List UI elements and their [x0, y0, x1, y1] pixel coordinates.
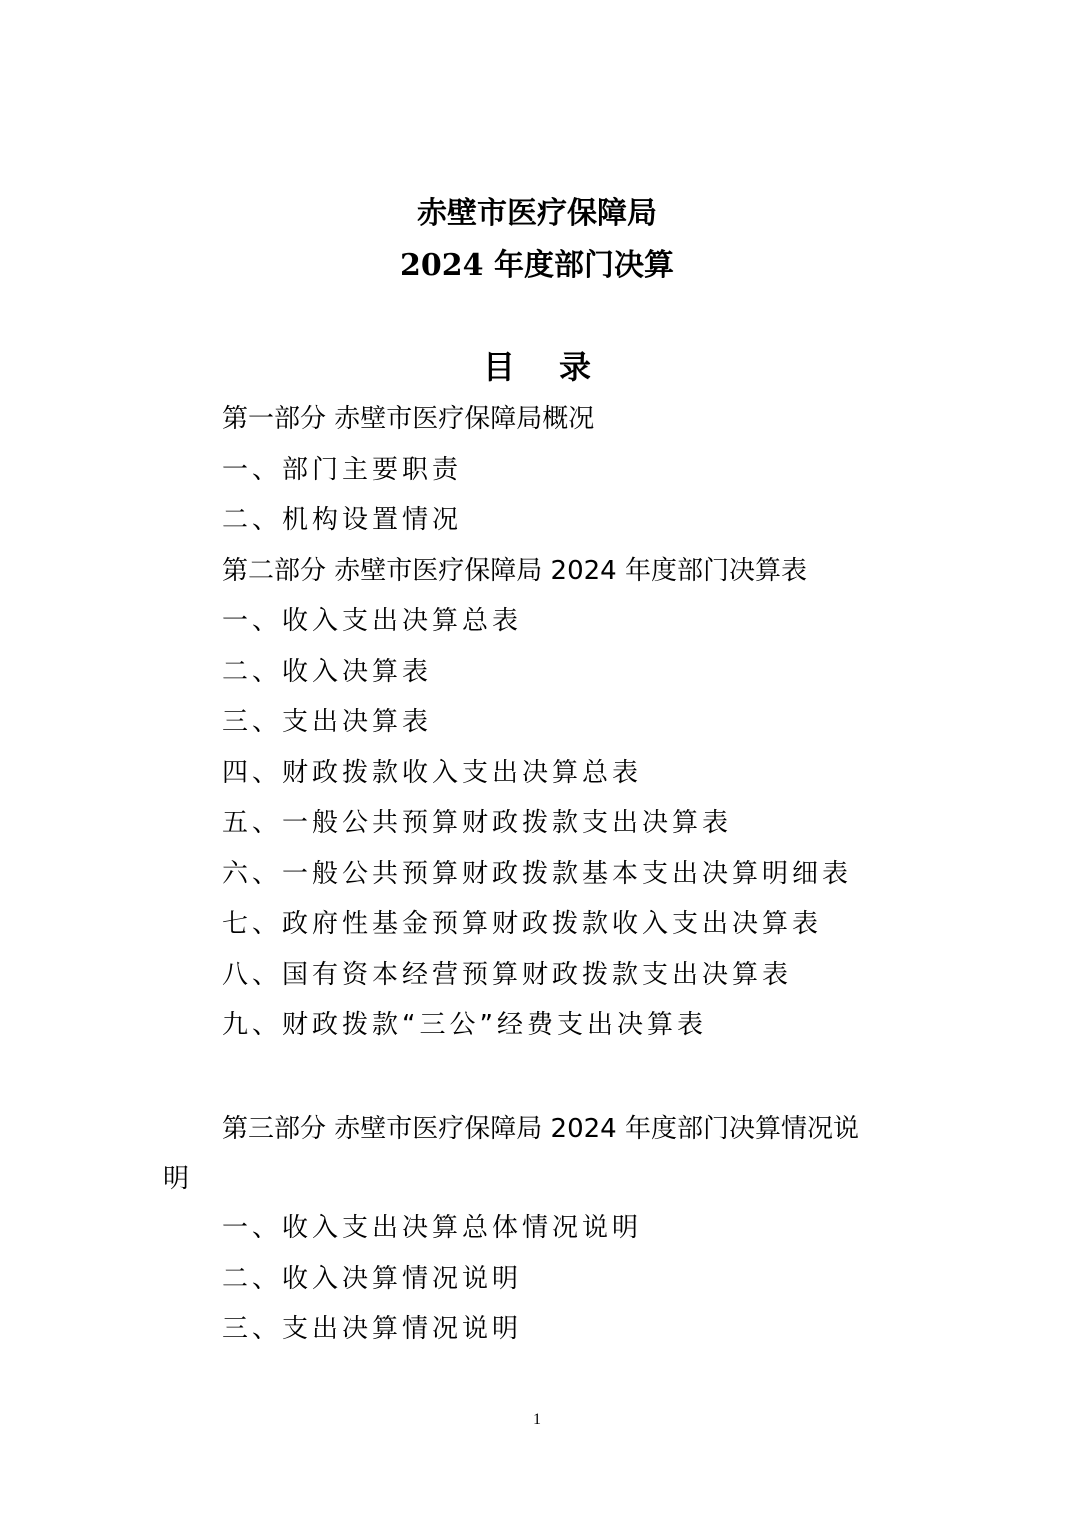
toc-part3-heading: 第三部分 赤壁市医疗保障局 2024 年度部门决算情况说	[222, 1114, 859, 1144]
toc-item: 四、财政拨款收入支出决算总表	[222, 758, 643, 788]
document-title-year: 2024 年度部门决算	[400, 248, 674, 283]
toc-item: 三、支出决算情况说明	[222, 1314, 523, 1344]
toc-part2-heading: 第二部分 赤壁市医疗保障局 2024 年度部门决算表	[222, 556, 807, 586]
toc-heading: 目录	[482, 348, 635, 386]
page-number: 1	[533, 1411, 541, 1428]
toc-item: 七、政府性基金预算财政拨款收入支出决算表	[222, 909, 823, 939]
toc-item: 六、一般公共预算财政拨款基本支出决算明细表	[222, 859, 853, 889]
document-title-org: 赤壁市医疗保障局	[417, 196, 657, 231]
toc-item: 九、财政拨款“三公”经费支出决算表	[222, 1010, 707, 1040]
toc-item: 二、收入决算表	[222, 657, 433, 687]
toc-item: 一、收入支出决算总表	[222, 606, 523, 636]
toc-part3-heading-continued: 明	[163, 1164, 190, 1194]
toc-item: 八、国有资本经营预算财政拨款支出决算表	[222, 960, 793, 990]
toc-part1-heading: 第一部分 赤壁市医疗保障局概况	[222, 404, 595, 434]
toc-item: 二、收入决算情况说明	[222, 1264, 523, 1294]
toc-item: 五、一般公共预算财政拨款支出决算表	[222, 808, 733, 838]
toc-item: 一、收入支出决算总体情况说明	[222, 1213, 643, 1243]
toc-item: 一、部门主要职责	[222, 455, 463, 485]
toc-item: 二、机构设置情况	[222, 505, 463, 535]
toc-item: 三、支出决算表	[222, 707, 433, 737]
